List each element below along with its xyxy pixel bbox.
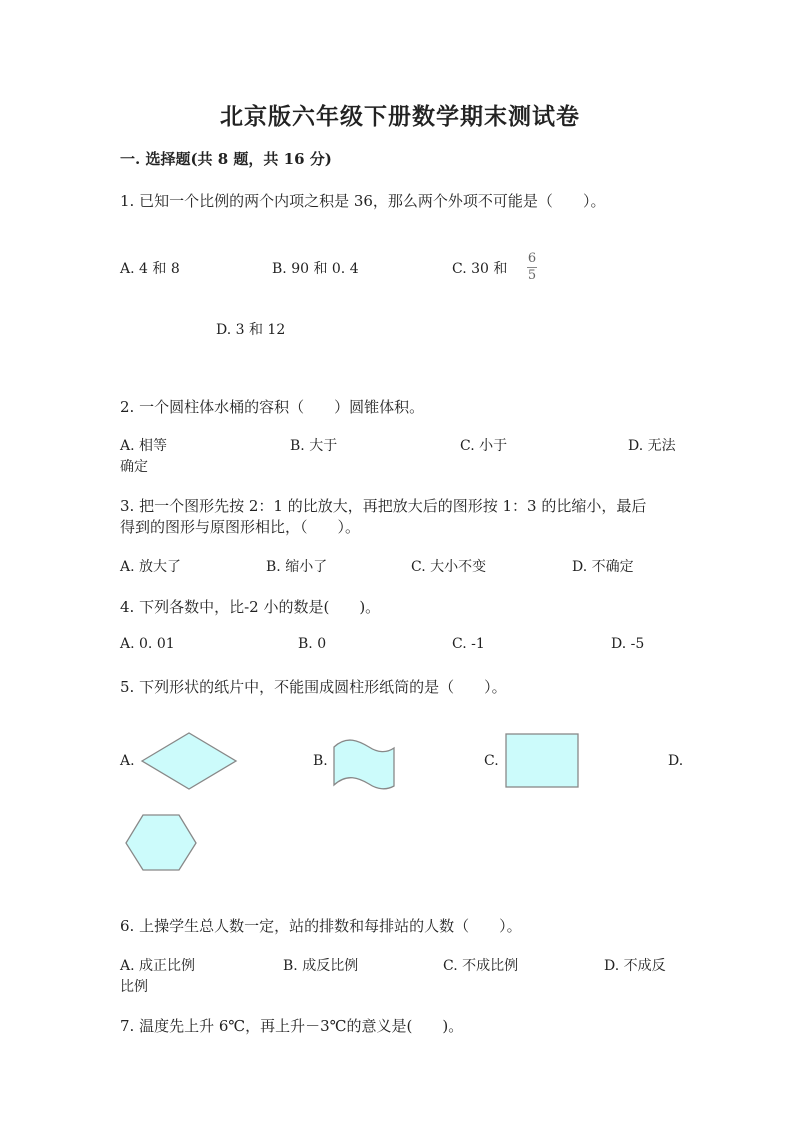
question-3-option-b: B. 缩小了	[266, 559, 328, 575]
question-3-option-a: A. 放大了	[120, 559, 182, 575]
question-4-option-a: A. 0. 01	[120, 636, 175, 652]
question-1-option-a: A. 4 和 8	[120, 261, 180, 277]
question-1-option-b: B. 90 和 0. 4	[272, 261, 359, 277]
question-2-option-d: D. 无法	[628, 438, 676, 454]
question-6-stem: 6. 上操学生总人数一定，站的排数和每排站的人数（ ）。	[120, 917, 522, 935]
question-2-option-d-wrap: 确定	[120, 459, 148, 475]
rectangle-shape	[505, 733, 579, 789]
question-1-stem: 1. 已知一个比例的两个内项之积是 36，那么两个外项不可能是（ ）。	[120, 192, 606, 210]
page-title: 北京版六年级下册数学期末测试卷	[220, 103, 580, 130]
question-5-option-b: B.	[313, 753, 328, 769]
question-3-stem-line-2: 得到的图形与原图形相比，（ ）。	[120, 518, 361, 536]
question-5-option-a: A.	[120, 753, 135, 769]
question-6-option-d-wrap: 比例	[120, 979, 148, 995]
question-3-option-d: D. 不确定	[572, 559, 634, 575]
question-7-stem: 7. 温度先上升 6℃，再上升－3℃的意义是( )。	[120, 1017, 464, 1035]
question-1-option-d: D. 3 和 12	[216, 322, 286, 338]
question-2-option-a: A. 相等	[120, 438, 168, 454]
fraction-numerator: 6	[527, 251, 537, 266]
question-3-option-c: C. 大小不变	[411, 559, 487, 575]
question-2-option-c: C. 小于	[460, 438, 508, 454]
question-5-option-c: C.	[484, 753, 499, 769]
question-1-option-c-fraction	[527, 252, 537, 283]
question-4-option-d: D. -5	[611, 636, 645, 652]
section-heading: 一. 选择题(共 8 题，共 16 分)	[120, 150, 332, 168]
question-4-option-c: C. -1	[452, 636, 485, 652]
question-5-option-d: D.	[668, 753, 684, 769]
question-6-option-d: D. 不成反	[604, 958, 666, 974]
hexagon-shape	[124, 814, 198, 872]
question-6-option-a: A. 成正比例	[120, 958, 196, 974]
question-5-stem: 5. 下列形状的纸片中，不能围成圆柱形纸筒的是（ ）。	[120, 678, 507, 696]
question-4-stem: 4. 下列各数中，比-2 小的数是( )。	[120, 598, 381, 616]
question-6-option-c: C. 不成比例	[443, 958, 519, 974]
question-3-stem-line-1: 3. 把一个图形先按 2：1 的比放大，再把放大后的图形按 1：3 的比缩小，最后	[120, 497, 647, 515]
question-6-option-b: B. 成反比例	[283, 958, 359, 974]
question-1-option-c: C. 30 和	[452, 261, 508, 277]
fraction-denominator: 5	[527, 268, 537, 283]
question-2-stem: 2. 一个圆柱体水桶的容积（ ）圆锥体积。	[120, 398, 425, 416]
question-4-option-b: B. 0	[298, 636, 327, 652]
wavy-banner-shape	[331, 738, 397, 790]
question-2-option-b: B. 大于	[290, 438, 338, 454]
rhombus-shape	[140, 731, 238, 791]
